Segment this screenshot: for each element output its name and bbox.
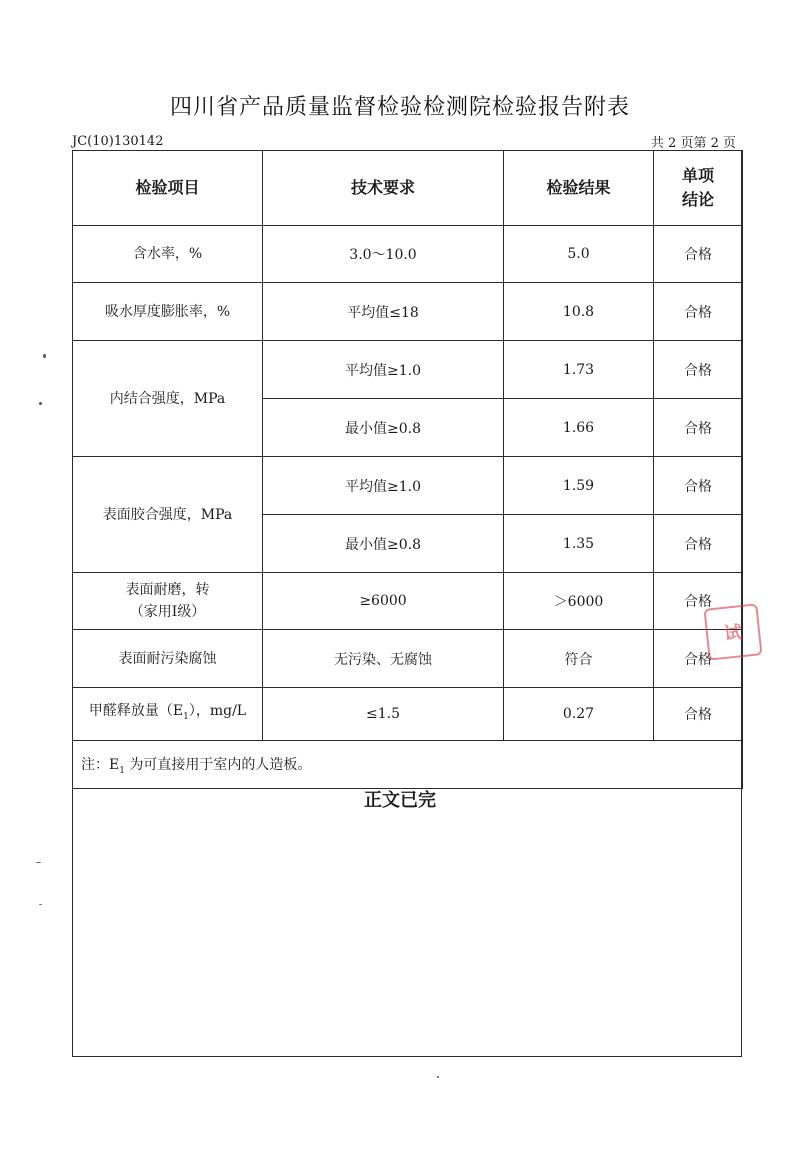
conclusion-cell: 合格 xyxy=(654,515,743,573)
red-seal-stamp xyxy=(703,603,762,660)
item-name-suffix: ），mg/L xyxy=(188,703,247,720)
conclusion-cell: 合格 xyxy=(654,630,743,688)
result-cell: 1.35 xyxy=(504,515,654,573)
table-row xyxy=(73,688,743,741)
scan-speck xyxy=(437,1076,439,1078)
scan-speck xyxy=(43,354,46,358)
conclusion-cell: 合格 xyxy=(654,688,743,741)
result-cell: 1.66 xyxy=(504,399,654,457)
requirement-cell: 平均值≥1.0 xyxy=(263,457,504,515)
result-cell: 1.73 xyxy=(504,341,654,399)
note-row xyxy=(73,741,743,789)
table-note xyxy=(73,741,743,789)
result-cell: 符合 xyxy=(504,630,654,688)
item-name-line1: 表面耐磨，转 xyxy=(125,582,210,598)
result-cell: ＞6000 xyxy=(504,573,654,630)
item-name-subscript: 1 xyxy=(183,711,189,722)
document-title: 四川省产品质量监督检验检测院检验报告附表 xyxy=(169,95,630,120)
requirement-cell: 平均值≤18 xyxy=(263,283,504,341)
page-info: 共 2 页第 2 页 xyxy=(650,136,736,151)
report-number: JC(10)130142 xyxy=(72,134,164,149)
requirement-cell: 最小值≥0.8 xyxy=(263,515,504,573)
table-row xyxy=(73,573,743,630)
requirement-cell: ≤1.5 xyxy=(263,688,504,741)
result-cell: 5.0 xyxy=(504,226,654,283)
note-subscript: 1 xyxy=(119,765,125,776)
item-name: 表面耐污染腐蚀 xyxy=(73,630,263,688)
scan-speck xyxy=(39,402,42,405)
scan-speck xyxy=(36,862,41,863)
conclusion-cell: 合格 xyxy=(654,226,743,283)
scan-speck xyxy=(39,904,42,905)
item-name: 内结合强度，MPa xyxy=(73,341,263,457)
requirement-cell: 无污染、无腐蚀 xyxy=(263,630,504,688)
item-name: 含水率，% xyxy=(73,226,263,283)
requirement-cell: ≥6000 xyxy=(263,573,504,630)
header-item: 检验项目 xyxy=(73,151,263,226)
conclusion-cell: 合格 xyxy=(654,457,743,515)
conclusion-cell: 合格 xyxy=(654,573,743,630)
conclusion-cell: 合格 xyxy=(654,341,743,399)
result-cell: 0.27 xyxy=(504,688,654,741)
stamp-glyph: 试 xyxy=(723,622,744,645)
header-conclusion-line1: 单项 xyxy=(681,166,714,185)
table-row xyxy=(73,226,743,283)
item-name xyxy=(73,573,263,630)
item-name-prefix: 甲醛释放量（E xyxy=(88,703,184,720)
header-requirement: 技术要求 xyxy=(263,151,504,226)
table-row xyxy=(73,341,743,399)
requirement-cell: 平均值≥1.0 xyxy=(263,341,504,399)
item-name-line2: （家用Ⅰ级） xyxy=(129,604,206,620)
inspection-table xyxy=(72,150,743,789)
header-result: 检验结果 xyxy=(504,151,654,226)
note-prefix: 注：E xyxy=(81,756,120,773)
table-row xyxy=(73,283,743,341)
item-name: 吸水厚度膨胀率，% xyxy=(73,283,263,341)
note-suffix: 为可直接用于室内的人造板。 xyxy=(124,756,312,773)
conclusion-cell: 合格 xyxy=(654,283,743,341)
requirement-cell: 3.0～10.0 xyxy=(263,226,504,283)
result-cell: 1.59 xyxy=(504,457,654,515)
table-header-row xyxy=(73,151,743,226)
conclusion-cell: 合格 xyxy=(654,399,743,457)
header-conclusion-line2: 结论 xyxy=(681,190,714,209)
item-name: 表面胶合强度，MPa xyxy=(73,457,263,573)
header-conclusion xyxy=(654,151,743,226)
table-row xyxy=(73,630,743,688)
item-name xyxy=(73,688,263,741)
requirement-cell: 最小值≥0.8 xyxy=(263,399,504,457)
table-row xyxy=(73,457,743,515)
result-cell: 10.8 xyxy=(504,283,654,341)
end-of-text: 正文已完 xyxy=(364,790,436,811)
